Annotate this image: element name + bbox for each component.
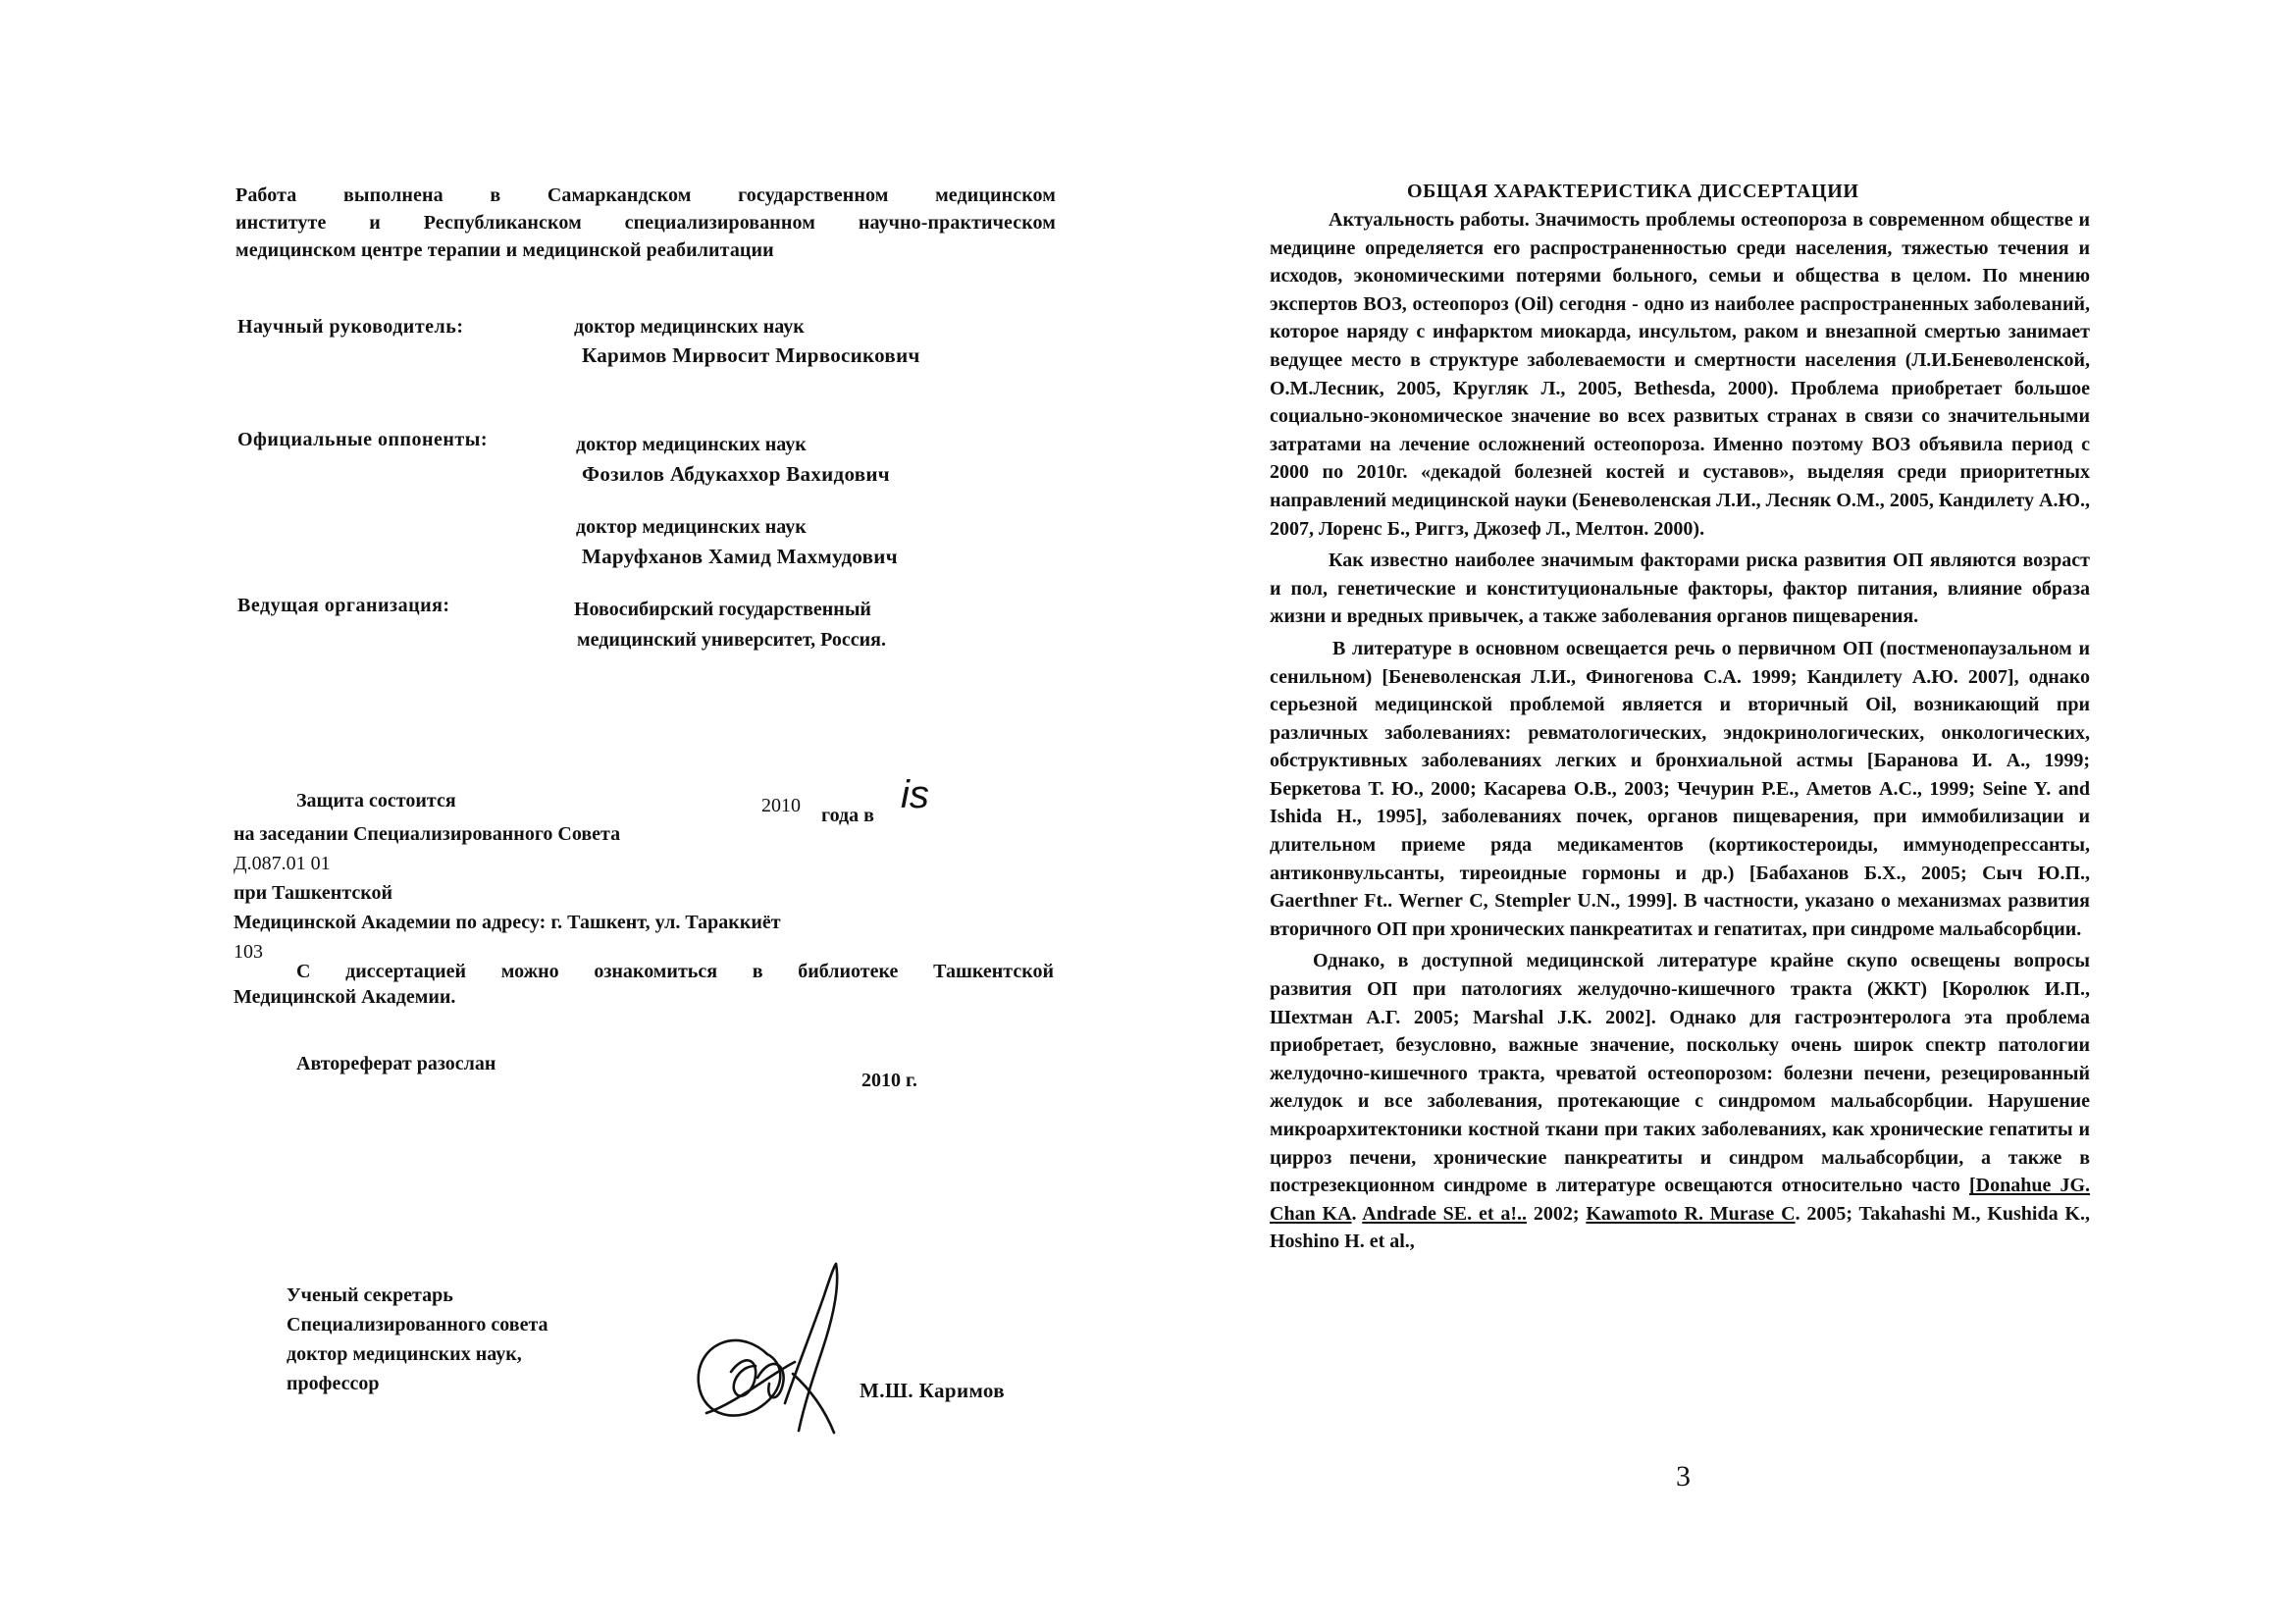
paragraph: Однако, в доступной медицинской литературе крайне скупо освещены вопросы развития ОП при патологиях желудочно-кишечного тракта (ЖКТ) [Королюк И.П., Шехтман А.Г. 2005; Marshal J.K. 2002]. Однако для гастроэнтеролога эта проблема приобретает, безусловно, важные значение, поскольку очень широк спектр патологии желудочно-кишечного тракта, чреватой остеопорозом: болезни печени, резецированный желудок и все заболевания, протекающие с синдромом мальабсорбции. Нарушение микроархитектоники костной ткани при таких заболеваниях, как хронические гепатиты и цирроз печени, хронические панкреатиты и синдром мальабсорбции, а также в пострезекционном синдроме в литературе освещаются относительно часто [Donahue JG. Chan KA. Andrade SE. et a!.. 2002; Kawamoto R. Murase C. 2005; Takahashi M., Kushida K., Hoshino H. et al.,	[1270, 950, 2091, 1253]
supervisor-label: Научный руководитель:	[237, 316, 464, 338]
mailed-label: Автореферат разослан	[296, 1053, 496, 1074]
opponent-name: Фозилов Абдукаххор Вахидович	[582, 462, 890, 486]
secretary-line: Специализированного совета	[287, 1314, 548, 1336]
leading-org-label: Ведущая организация:	[237, 595, 450, 616]
reference-link: Andrade SE. et a!..	[1362, 1202, 1527, 1225]
opponent-degree: доктор медицинских наук	[576, 434, 807, 455]
section-heading: ОБЩАЯ ХАРАКТЕРИСТИКА ДИССЕРТАЦИИ	[1407, 181, 1859, 202]
thesis-note-line: Медицинской Академии.	[234, 986, 456, 1008]
institution-intro	[235, 182, 1056, 264]
paragraph: В литературе в основном освещается речь о первичном ОП (постменопаузальном и сенильном) [Беневоленская Л.И., Финогенова С.А. 1999; Кандилету А.Ю. 2007], однако серьезной медицинской проблемой является и вторичный Oil, возникающий при различных заболеваниях: ревматологических, эндокринологических, онкологических, обструктивных заболеваниях легких и бронхиальной астмы [Баранова И. А., 1999; Беркетова Т. Ю., 2000; Касарева О.В., 2003; Чечурин Р.Е., Аметов А.С., 1999; Seine Y. and Ishida H., 1995], заболеваниях почек, органов пищеварения, при иммобилизации и длительном приеме ряда медикаментов (кортикостероиды, иммунодепрессанты, антиконвульсанты, тиреоидные гормоны и др.) [Бабаханов Б.Х., 2005; Сыч Ю.П., Gaerthner Ft.. Werner С, Stempler U.N., 1999]. В частности, указано о механизмах развития вторичного ОП при хронических панкреатитах и гепатитах, при синдроме мальабсорбции.	[1270, 637, 2090, 940]
secretary-line: профессор	[287, 1373, 380, 1394]
main-text	[1270, 206, 2090, 1256]
signature-image	[677, 1256, 873, 1438]
intro-line: Работа выполнена в Самаркандском государственном медицинском	[235, 184, 1056, 206]
supervisor-name: Каримов Мирвосит Мирвосикович	[582, 343, 920, 367]
reference-link: [Donahue JG. Chan KA	[1270, 1175, 2091, 1225]
thesis-library-note	[234, 959, 1054, 1010]
reference-link: Kawamoto R. Murase C	[1586, 1202, 1796, 1225]
secretary-name: М.Ш. Каримов	[860, 1379, 1006, 1402]
paragraph: Актуальность работы. Значимость проблемы остеопороза в современном обществе и медицине определяется его распространенностью среди населения, тяжестью течения и исходов, экономическими потерями больного, семьи и общества в целом. По мнению экспертов ВОЗ, остеопороз (Oil) сегодня - одно из наиболее распространенных заболеваний, которое наряду с инфарктом миокарда, инсультом, раком и внезапной смертью занимает ведущее место в структуре заболеваемости и смертности населения (Л.И.Беневоленской, О.М.Лесник, 2005, Кругляк Л., 2005, Bethesda, 2000). Проблема приобретает большое социально-экономическое значение во всех развитых странах в связи со значительными затратами на лечение осложнений остеопороза. Именно поэтому ВОЗ объявила период с 2000 по 2010г. «декадой болезней костей и суставов», выделяя среди приоритетных направлений медицинской науки (Беневоленская Л.И., Лесняк О.М., 2005, Кандилету А.Ю., 2007, Лоренс Б., Риггз, Джозеф Л., Мелтон. 2000).	[1270, 209, 2090, 540]
secretary-block	[287, 1281, 548, 1398]
defense-label: Защита состоится	[296, 790, 456, 812]
page-number: 3	[1676, 1460, 1691, 1493]
supervisor-degree: доктор медицинских наук	[574, 316, 805, 338]
thesis-note-line: С диссертацией можно ознакомиться в библиотеке Ташкентской	[296, 961, 1054, 982]
leading-org-line: Новосибирский государственный	[574, 599, 871, 620]
opponent-name: Маруфханов Хамид Махмудович	[582, 545, 898, 568]
opponents-label: Официальные оппоненты:	[237, 429, 489, 450]
leading-org-line: медицинский университет, Россия.	[577, 629, 886, 651]
mailed-date: 2010 г.	[861, 1070, 917, 1091]
defense-year-suffix: года в	[821, 805, 874, 826]
defense-line: Медицинской Академии по адресу: г. Ташкент, ул. Тараккиёт 103	[234, 912, 781, 963]
defense-details	[234, 819, 1054, 967]
paragraph: Как известно наиболее значимым факторами риска развития ОП являются возраст и пол, генетические и конституциональные факторы, фактор питания, влияние образа жизни и вредных привычек, а также заболевания органов пищеварения.	[1270, 550, 2090, 628]
intro-line: медицинском центре терапии и медицинской реабилитации	[235, 239, 774, 261]
secretary-line: Ученый секретарь	[287, 1284, 453, 1306]
defense-year: 2010	[761, 795, 801, 816]
defense-time-handwritten: is	[901, 773, 929, 816]
defense-line: на заседании Специализированного Совета Д.087.01 01 при Ташкентской	[234, 823, 621, 904]
intro-line: институте и Республиканском специализированном научно-практическом	[235, 212, 1056, 234]
secretary-line: доктор медицинских наук,	[287, 1343, 522, 1365]
opponent-degree: доктор медицинских наук	[576, 516, 807, 538]
